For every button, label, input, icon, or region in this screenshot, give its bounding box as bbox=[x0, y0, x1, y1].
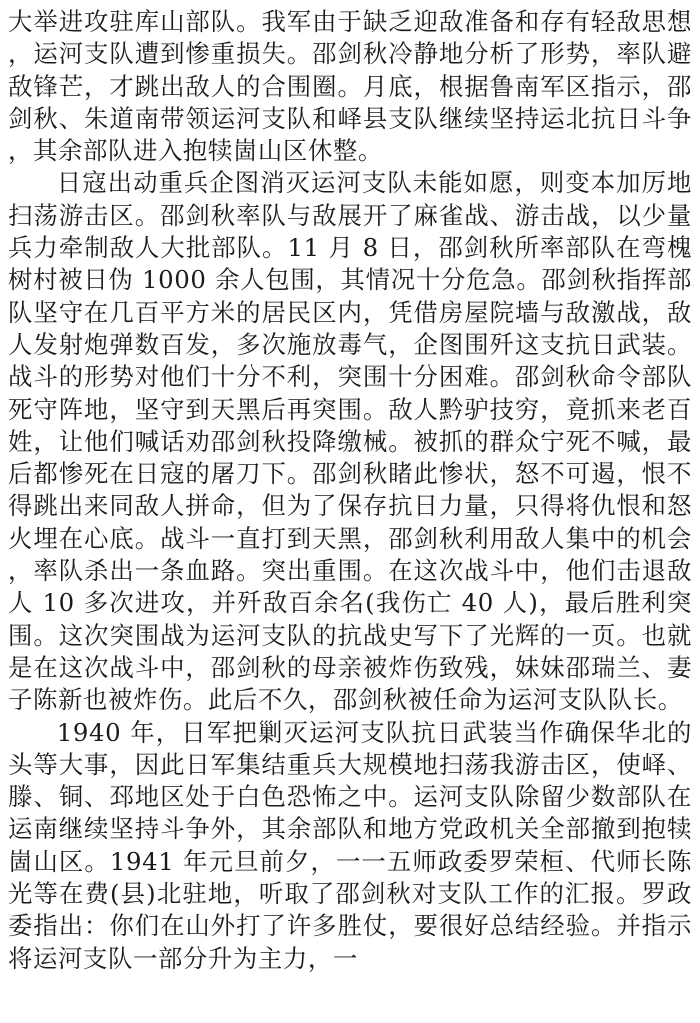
paragraph-breakout-battle: 日寇出动重兵企图消灭运河支队未能如愿，则变本加厉地扫荡游击区。邵剑秋率队与敌展开了麻雀战、游击战，以少量兵力牵制敌人大批部队。11 月 8 日，邵剑秋所率部队在弯槐树村被日伪 1000 余人包围，其情况十分危急。邵剑秋指挥部队坚守在几百平方米的居民区内，凭借房屋院墙与敌激战，敌人发射炮弹数百发，多次施放毒气，企图围歼这支抗日武装。战斗的形势对他们十分不利，突围十分困难。邵剑秋命令部队死守阵地，坚守到天黑后再突围。敌人黔驴技穷，竟抓来老百姓，让他们喊话劝邵剑秋投降缴械。被抓的群众宁死不喊，最后都惨死在日寇的屠刀下。邵剑秋睹此惨状，怒不可遏，恨不得跳出来同敌人拼命，但为了保存抗日力量，只得将仇恨和怒火埋在心底。战斗一直打到天黑，邵剑秋利用敌人集中的机会，率队杀出一条血路。突出重围。在这次战斗中，他们击退敌人 10 多次进攻，并歼敌百余名(我伤亡 40 人)，最后胜利突围。这次突围战为运河支队的抗战史写下了光辉的一页。也就是在这次战斗中，邵剑秋的母亲被炸伤致残，妹妹邵瑞兰、妻子陈新也被炸伤。此后不久，邵剑秋被任命为运河支队队长。 bbox=[8, 168, 692, 715]
paragraph-1940-sweep: 1940 年，日军把剿灭运河支队抗日武装当作确保华北的头等大事，因此日军集结重兵大规模地扫荡我游击区，使峄、滕、铜、邳地区处于白色恐怖之中。运河支队除留少数部队在运南继续坚持斗争外，其余部队和地方党政机关全部撤到抱犊崮山区。1941 年元旦前夕，一一五师政委罗荣桓、代师长陈光等在费(县)北驻地，听取了邵剑秋对支队工作的汇报。罗政委指出：你们在山外打了许多胜仗，要很好总结经验。并指示将运河支队一部分升为主力，一 bbox=[8, 717, 692, 973]
paragraph-continued: 大举进攻驻库山部队。我军由于缺乏迎敌准备和存有轻敌思想，运河支队遭到惨重损失。邵剑秋冷静地分析了形势，率队避敌锋芒，才跳出敌人的合围圈。月底，根据鲁南军区指示，邵剑秋、朱道南带领运河支队和峄县支队继续坚持运北抗日斗争，其余部队进入抱犊崮山区休整。 bbox=[8, 7, 692, 166]
